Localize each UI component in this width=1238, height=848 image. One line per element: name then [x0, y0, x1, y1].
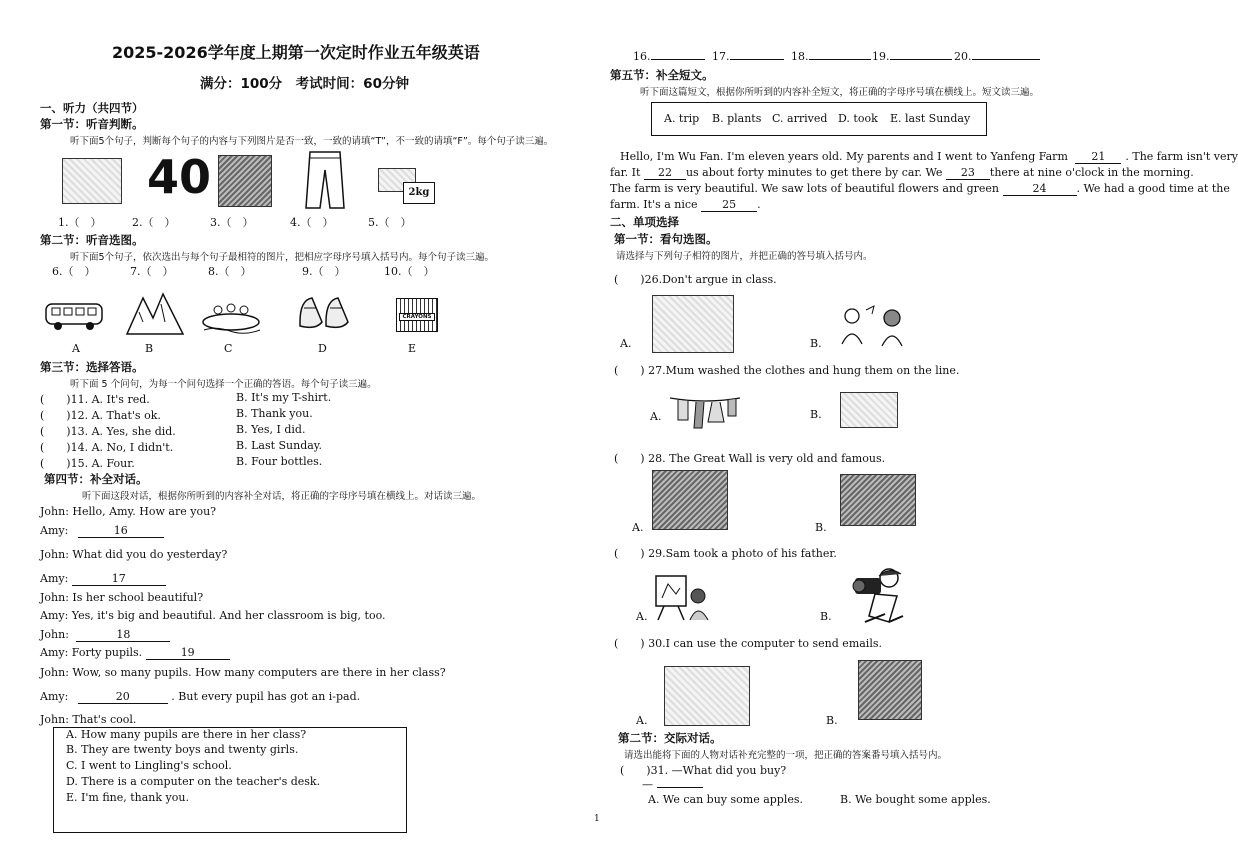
s2-letter-a: A	[72, 342, 80, 355]
s2-answer-7[interactable]: 7.（ ）	[130, 265, 174, 278]
dialog-option-a: A. How many pupils are there in her class?	[66, 728, 307, 741]
dialog-john-18	[40, 628, 170, 642]
dialog-option-d: D. There is a computer on the teacher's desk.	[66, 775, 321, 788]
q15-text[interactable]: ( )15. A. Four.	[40, 457, 135, 470]
q31-text[interactable]: ( )31. —What did you buy?	[620, 764, 787, 777]
s2-heading: 第二节：听音选图。	[40, 233, 144, 247]
mountains-picture	[125, 292, 185, 336]
s5-option-e: E. last Sunday	[890, 112, 971, 125]
answer-line-16	[633, 50, 705, 63]
answer-num-16: 16.	[633, 50, 651, 63]
answer-blank-18[interactable]	[809, 59, 871, 60]
s5-instruction: 听下面这篇短文，根据你所听到的内容补全短文，将正确的字母序号填在横线上。短文读三遍。	[640, 87, 1040, 98]
trousers-picture	[300, 150, 350, 210]
s2-letter-e: E	[408, 342, 417, 355]
p2s1-instruction: 请选择与下列句子相符的图片，并把正确的答号填入括号内。	[616, 251, 873, 262]
answer-num-19: 19.	[872, 50, 890, 63]
blank-16[interactable]: 16	[78, 524, 164, 538]
dialog-line-7: . But every pupil has got an i-pad.	[171, 690, 361, 703]
dialog-line-3: John: Is her school beautiful?	[40, 591, 204, 604]
q28-picture-a[interactable]	[652, 470, 728, 530]
painting-easel-picture[interactable]	[652, 574, 712, 622]
blank-17[interactable]: 17	[72, 572, 166, 586]
q30-label-a: A.	[636, 714, 648, 727]
q31-reply-line	[642, 778, 703, 791]
s2-answer-10[interactable]: 10.（ ）	[384, 265, 435, 278]
s1-answer-1[interactable]: 1.（ ）	[58, 216, 102, 229]
bus-picture	[44, 300, 104, 332]
q13-text[interactable]: ( )13. A. Yes, she did.	[40, 425, 176, 438]
passage-text: . The farm isn't very	[1125, 150, 1238, 163]
s1-answer-2[interactable]: 2.（ ）	[132, 216, 176, 229]
blank-21[interactable]: 21	[1075, 150, 1121, 164]
q28-text[interactable]: ( ) 28. The Great Wall is very old and famous.	[614, 452, 886, 465]
dialog-line-6: John: Wow, so many pupils. How many computers are there in her class?	[40, 666, 446, 679]
dialog-amy-17	[40, 572, 166, 586]
s3-instruction: 听下面 5 个问句，为每一个问句选择一个正确的答语。每个句子读三遍。	[70, 379, 377, 390]
page-number: 1	[594, 814, 600, 824]
q12-option-b: B. Thank you.	[236, 407, 313, 420]
speaker-amy: Amy:	[40, 524, 69, 537]
passage-text: .	[757, 198, 761, 211]
blank-25[interactable]: 25	[701, 198, 757, 212]
dialog-line-1: John: Hello, Amy. How are you?	[40, 505, 217, 518]
q15-option-b: B. Four bottles.	[236, 455, 323, 468]
q14-text[interactable]: ( )14. A. No, I didn't.	[40, 441, 174, 454]
q11-option-b: B. It's my T-shirt.	[236, 391, 332, 404]
dialog-option-b: B. They are twenty boys and twenty girls.	[66, 743, 299, 756]
photographer-picture[interactable]	[845, 566, 911, 626]
s3-heading: 第三节：选择答语。	[40, 360, 144, 374]
passage-line-4	[610, 198, 761, 212]
p2s2-heading: 第二节：交际对话。	[618, 731, 722, 745]
passage-text: us about forty minutes to get there by car. We	[685, 166, 943, 179]
s2-letter-c: C	[224, 342, 233, 355]
dialog-options-box	[53, 727, 407, 833]
s5-option-d: D. took	[838, 112, 878, 125]
q31-option-b: B. We bought some apples.	[840, 793, 991, 806]
answer-blank-20[interactable]	[972, 59, 1040, 60]
q30-label-b: B.	[826, 714, 838, 727]
q29-text[interactable]: ( ) 29.Sam took a photo of his father.	[614, 547, 837, 560]
p2s2-instruction: 请选出能将下面的人物对话补充完整的一项，把正确的答案番号填入括号内。	[624, 750, 948, 761]
s2-answer-9[interactable]: 9.（ ）	[302, 265, 346, 278]
q26-text[interactable]: ( )26.Don't argue in class.	[614, 273, 777, 286]
blank-18[interactable]: 18	[76, 628, 170, 642]
exam-title: 2025-2026学年度上期第一次定时作业五年级英语	[112, 43, 480, 62]
q28-label-a: A.	[632, 521, 644, 534]
speaker-amy: Amy:	[40, 690, 69, 703]
passage-line-3	[610, 182, 1230, 196]
answer-line-17	[712, 50, 784, 63]
blank-20[interactable]: 20	[78, 690, 168, 704]
speaker-amy: Amy:	[40, 572, 69, 585]
dialog-line-8: John: That's cool.	[40, 713, 137, 726]
q31-dash: —	[642, 778, 653, 791]
exam-subtitle: 满分：100分 考试时间：60分钟	[200, 76, 409, 92]
s4-heading: 第四节：补全对话。	[44, 472, 148, 486]
q31-option-a: A. We can buy some apples.	[648, 793, 804, 806]
s2-letter-d: D	[318, 342, 327, 355]
q12-text[interactable]: ( )12. A. That's ok.	[40, 409, 161, 422]
dialog-option-c: C. I went to Lingling's school.	[66, 759, 232, 772]
dialog-line-4: Amy: Yes, it's big and beautiful. And her classroom is big, too.	[40, 609, 386, 622]
q27-picture-b[interactable]	[840, 392, 898, 428]
dialog-line-5: Amy: Forty pupils.	[40, 646, 143, 659]
q28-picture-b-great-wall[interactable]	[840, 474, 916, 526]
weight-label-2kg: 2kg	[403, 182, 435, 204]
p2s1-heading: 第一节：看句选图。	[614, 232, 718, 246]
passage-text: farm. It's a nice	[610, 198, 698, 211]
dialog-amy-20	[40, 690, 360, 704]
s4-instruction: 听下面这段对话，根据你所听到的内容补全对话，将正确的字母序号填在横线上。对话读三遍。	[82, 491, 482, 502]
passage-text: . We had a good time at the	[1076, 182, 1230, 195]
q26-label-b: B.	[810, 337, 822, 350]
dialog-amy-19	[40, 646, 230, 660]
s2-answer-8[interactable]: 8.（ ）	[208, 265, 252, 278]
q27-label-a: A.	[650, 410, 662, 423]
q29-label-b: B.	[820, 610, 832, 623]
clothesline-picture[interactable]	[668, 392, 742, 432]
q30-picture-b-computer[interactable]	[858, 660, 922, 720]
answer-num-20: 20.	[954, 50, 972, 63]
q31-reply-blank[interactable]	[657, 787, 703, 788]
blank-22[interactable]: 22	[644, 166, 686, 180]
s1-instruction: 听下面5个句子，判断每个句子的内容与下列图片是否一致，一致的请填“T”，不一致的请填“F”。每个句子读三遍。	[70, 136, 554, 147]
q30-text[interactable]: ( ) 30.I can use the computer to send emails.	[614, 637, 882, 650]
answer-blank-16[interactable]	[651, 59, 705, 60]
answer-num-18: 18.	[791, 50, 809, 63]
answer-line-18	[791, 50, 871, 63]
answer-blank-19[interactable]	[890, 59, 952, 60]
picture-clock-tower	[218, 155, 272, 207]
passage-text: Hello, I'm Wu Fan. I'm eleven years old. My parents and I went to Yanfeng Farm	[620, 150, 1068, 163]
s1-answer-3[interactable]: 3.（ ）	[210, 216, 254, 229]
q26-label-a: A.	[620, 337, 632, 350]
s5-option-c: C. arrived	[772, 112, 828, 125]
dialog-amy-16	[40, 524, 164, 538]
passage-line-1	[620, 150, 1238, 164]
q26-picture-b[interactable]	[834, 302, 908, 346]
q27-label-b: B.	[810, 408, 822, 421]
s2-instruction: 听下面5个句子，依次选出与每个句子最相符的图片，把相应字母序号填入括号内。每个句子读三遍。	[70, 252, 495, 263]
q13-option-b: B. Yes, I did.	[236, 423, 306, 436]
crayons-label: CRAYONS	[399, 313, 435, 321]
s5-options-box	[651, 102, 987, 136]
part1-heading: 一、听力（共四节）	[40, 101, 144, 115]
speaker-john: John:	[40, 628, 69, 641]
blank-24[interactable]: 24	[1003, 182, 1077, 196]
answer-line-19	[872, 50, 952, 63]
passage-text: there at nine o'clock in the morning.	[989, 166, 1194, 179]
blank-19[interactable]: 19	[146, 646, 230, 660]
s1-answer-4[interactable]: 4.（ ）	[290, 216, 334, 229]
s2-answer-6[interactable]: 6.（ ）	[52, 265, 96, 278]
passage-text: The farm is very beautiful. We saw lots of beautiful flowers and green	[610, 182, 999, 195]
s1-answer-5[interactable]: 5.（ ）	[368, 216, 412, 229]
answer-line-20	[954, 50, 1040, 63]
blank-23[interactable]: 23	[946, 166, 990, 180]
q29-label-a: A.	[636, 610, 648, 623]
dialog-line-2: John: What did you do yesterday?	[40, 548, 228, 561]
answer-num-17: 17.	[712, 50, 730, 63]
q28-label-b: B.	[815, 521, 827, 534]
sneakers-picture	[296, 292, 352, 336]
s5-option-a: A. trip	[664, 112, 700, 125]
q26-picture-a[interactable]	[652, 295, 734, 353]
picture-bus-street	[62, 158, 122, 204]
s1-heading: 第一节：听音判断。	[40, 117, 144, 131]
s5-heading: 第五节：补全短文。	[610, 68, 714, 82]
dialog-option-e: E. I'm fine, thank you.	[66, 791, 189, 804]
passage-text: far. It	[610, 166, 641, 179]
q30-picture-a-letters[interactable]	[664, 666, 750, 726]
number-40-image: 40	[147, 150, 212, 204]
talking-people-icon	[834, 302, 908, 346]
q27-text[interactable]: ( ) 27.Mum washed the clothes and hung them on the line.	[614, 364, 960, 377]
passage-line-2	[610, 166, 1194, 180]
q14-option-b: B. Last Sunday.	[236, 439, 323, 452]
q11-text[interactable]: ( )11. A. It's red.	[40, 393, 150, 406]
crayons-box-picture	[396, 298, 438, 332]
rafting-picture	[200, 298, 262, 334]
s2-letter-b: B	[145, 342, 154, 355]
part2-heading: 二、单项选择	[610, 215, 679, 229]
s5-option-b: B. plants	[712, 112, 762, 125]
answer-blank-17[interactable]	[730, 59, 784, 60]
